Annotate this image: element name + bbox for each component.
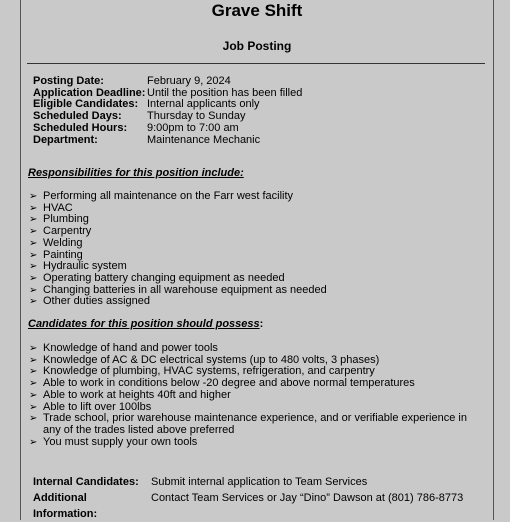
list-item-text: Knowledge of plumbing, HVAC systems, refrigeration, and carpentry bbox=[43, 365, 375, 378]
list-item-text: Hydraulic system bbox=[43, 260, 127, 273]
responsibilities-list bbox=[29, 191, 487, 308]
list-item-text: Trade school, prior warehouse maintenance experience, and or verifiable experience in any of the trades listed above preferred bbox=[43, 412, 467, 436]
list-item-text: You must supply your own tools bbox=[43, 435, 198, 448]
arrow-bullet-icon: ➢ bbox=[29, 436, 38, 448]
qualifications-heading bbox=[28, 318, 263, 331]
contact-info bbox=[33, 474, 463, 522]
list-item bbox=[29, 296, 487, 308]
list-item-text: Other duties assigned bbox=[43, 295, 151, 308]
detail-row-department bbox=[33, 135, 302, 147]
qualifications-list bbox=[29, 343, 487, 448]
document-subtitle: Job Posting bbox=[222, 39, 292, 53]
detail-label: Posting Date: bbox=[33, 75, 104, 87]
responsibilities-heading bbox=[28, 167, 244, 180]
list-item bbox=[29, 437, 487, 449]
detail-value: Maintenance Mechanic bbox=[147, 133, 261, 146]
footer-value: Submit internal application to Team Services bbox=[151, 476, 368, 488]
responsibilities-heading-text: Responsibilities for this position include: bbox=[28, 167, 244, 179]
arrow-bullet-icon: ➢ bbox=[29, 261, 38, 273]
footer-row-additional-information bbox=[33, 490, 463, 522]
footer-value: Contact Team Services or Jay “Dino” Dawson at (801) 786-8773 bbox=[151, 492, 464, 504]
list-item bbox=[29, 226, 487, 238]
arrow-bullet-icon: ➢ bbox=[29, 191, 38, 202]
list-item-text: Changing batteries in all warehouse equipment as needed bbox=[43, 283, 327, 296]
list-item bbox=[29, 413, 487, 436]
list-item-text: Able to work in conditions below -20 degree and above normal temperatures bbox=[43, 377, 415, 390]
qualifications-heading-colon: : bbox=[259, 318, 264, 330]
arrow-bullet-icon: ➢ bbox=[29, 249, 38, 261]
detail-value: Internal applicants only bbox=[147, 98, 260, 111]
list-item-text: Plumbing bbox=[43, 213, 89, 226]
arrow-bullet-icon: ➢ bbox=[29, 366, 38, 378]
list-item bbox=[29, 214, 487, 226]
arrow-bullet-icon: ➢ bbox=[29, 296, 38, 308]
arrow-bullet-icon: ➢ bbox=[29, 214, 38, 226]
arrow-bullet-icon: ➢ bbox=[29, 343, 38, 354]
list-item-text: Able to lift over 100lbs bbox=[43, 400, 152, 413]
detail-row-posting-date bbox=[33, 76, 302, 88]
detail-label: Department: bbox=[33, 133, 98, 146]
list-item-text: Painting bbox=[43, 248, 83, 261]
list-item-text: Able to work at heights 40ft and higher bbox=[43, 388, 231, 401]
detail-row-scheduled-hours bbox=[33, 123, 302, 135]
list-item-text: HVAC bbox=[43, 201, 73, 214]
list-item-text: Knowledge of AC & DC electrical systems (up to 480 volts, 3 phases) bbox=[43, 353, 380, 366]
arrow-bullet-icon: ➢ bbox=[29, 354, 38, 366]
detail-label: Application Deadline: bbox=[33, 86, 146, 99]
arrow-bullet-icon: ➢ bbox=[29, 226, 38, 238]
list-item bbox=[29, 238, 487, 250]
list-item bbox=[29, 343, 487, 355]
detail-value: Until the position has been filled bbox=[147, 86, 303, 99]
footer-label: Additional Information: bbox=[33, 492, 98, 520]
list-item bbox=[29, 203, 487, 215]
arrow-bullet-icon: ➢ bbox=[29, 284, 38, 296]
posting-details bbox=[33, 76, 302, 146]
qualifications-heading-text: Candidates for this position should possess bbox=[28, 318, 260, 330]
job-posting-document bbox=[20, 0, 494, 520]
footer-label: Internal Candidates: bbox=[33, 476, 139, 488]
document-title: Grave Shift bbox=[211, 1, 303, 20]
detail-value: February 9, 2024 bbox=[147, 75, 231, 87]
list-item-text: Operating battery changing equipment as needed bbox=[43, 271, 285, 284]
arrow-bullet-icon: ➢ bbox=[29, 378, 38, 390]
list-item bbox=[29, 390, 487, 402]
detail-value: 9:00pm to 7:00 am bbox=[147, 121, 239, 134]
arrow-bullet-icon: ➢ bbox=[29, 413, 38, 425]
list-item bbox=[29, 191, 487, 203]
detail-value: Thursday to Sunday bbox=[147, 110, 246, 123]
detail-label: Eligible Candidates: bbox=[33, 98, 139, 111]
arrow-bullet-icon: ➢ bbox=[29, 389, 38, 401]
list-item-text: Welding bbox=[43, 236, 83, 249]
arrow-bullet-icon: ➢ bbox=[29, 202, 38, 214]
list-item bbox=[29, 273, 487, 285]
footer-row-internal-candidates bbox=[33, 474, 463, 490]
divider bbox=[27, 63, 485, 64]
arrow-bullet-icon: ➢ bbox=[29, 237, 38, 249]
arrow-bullet-icon: ➢ bbox=[29, 401, 38, 413]
list-item-text: Performing all maintenance on the Farr west facility bbox=[43, 190, 294, 202]
arrow-bullet-icon: ➢ bbox=[29, 272, 38, 284]
list-item-text: Carpentry bbox=[43, 225, 92, 238]
detail-label: Scheduled Days: bbox=[33, 110, 122, 123]
detail-label: Scheduled Hours: bbox=[33, 121, 128, 134]
list-item-text: Knowledge of hand and power tools bbox=[43, 342, 218, 354]
